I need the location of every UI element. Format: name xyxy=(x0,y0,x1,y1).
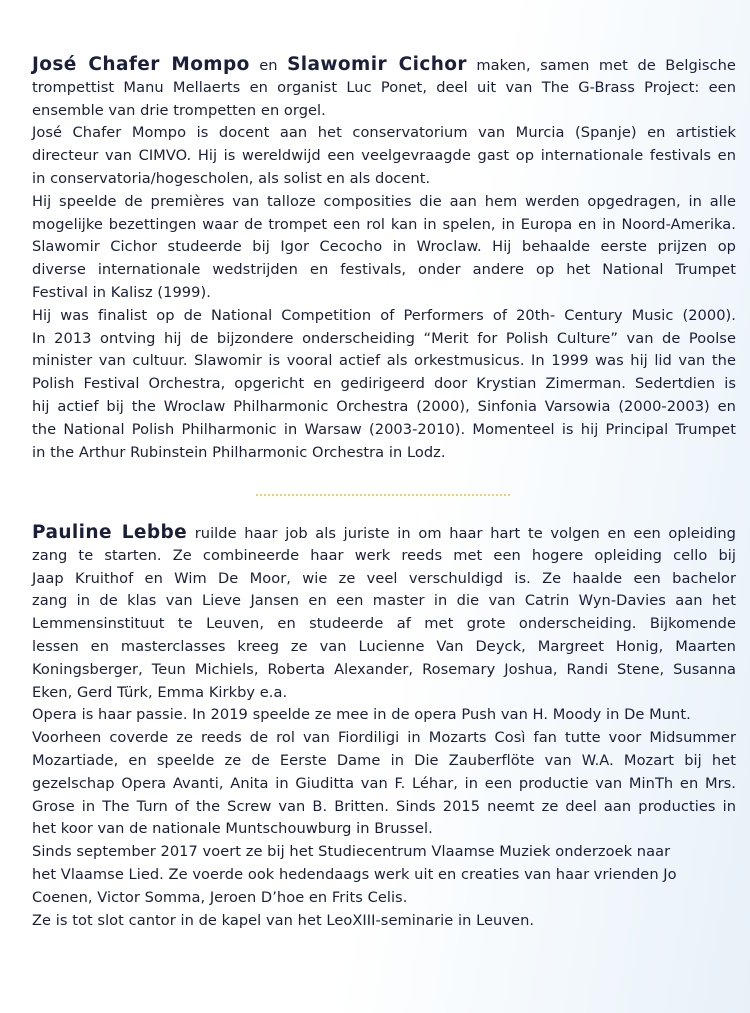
bio-line: Sinds september 2017 voert ze bij het Studiecentrum Vlaamse Muziek onderzoek naar xyxy=(32,843,671,861)
bio-line: het Vlaamse Lied. Ze voerde ook hedendaags werk uit en creaties van haar vrienden Jo xyxy=(32,865,677,883)
bio-line: Opera is haar passie. In 2019 speelde ze mee in de opera Push van H. Moody in De Munt. xyxy=(32,706,691,724)
bio-line: lessen en masterclasses kreeg ze van Lucienne Van Deyck, Margreet Honig, Maarten xyxy=(32,637,736,655)
section-divider xyxy=(256,494,510,496)
bio-line: zang te starten. Ze combineerde haar werk reeds met een hogere opleiding cello bij xyxy=(32,546,736,564)
bio-pauline-lebbe xyxy=(32,522,736,932)
bio-line: mogelijke bezettingen waar de trompet een rol kan in spelen, in Europa en in Noord-Amerika. xyxy=(32,215,736,233)
bio-line: gezelschap Opera Avanti, Anita in Giuditta van F. Léhar, in een productie van MinTh en Mrs. xyxy=(32,774,736,792)
bio-name: Slawomir Cichor xyxy=(287,54,467,75)
bio-line: Mozartiade, en speelde ze de Eerste Dame in Die Zauberflöte van W.A. Mozart bij het xyxy=(32,751,736,769)
bio-line: Coenen, Victor Somma, Jeroen D’hoe en Frits Celis. xyxy=(32,888,408,906)
bio-line: in the Arthur Rubinstein Philharmonic Orchestra in Lodz. xyxy=(32,443,446,461)
bio-line: Hij was finalist op de National Competition of Performers of 20th- Century Music (2000). xyxy=(32,306,736,324)
bio-line: Lemmensinstituut te Leuven, en studeerde af met grote onderscheiding. Bijkomende xyxy=(32,615,736,633)
bio-line: trompettist Manu Mellaerts en organist Luc Ponet, deel uit van The G-Brass Project: een xyxy=(32,78,736,96)
bio-line: Slawomir Cichor studeerde bij Igor Cecocho in Wroclaw. Hij behaalde eerste prijzen op xyxy=(32,238,736,256)
bio-line: diverse internationale wedstrijden en festivals, onder andere op het National Trumpet xyxy=(32,261,736,279)
bio-line: Polish Festival Orchestra, opgericht en gedirigeerd door Krystian Zimerman. Sedertdien is xyxy=(32,375,736,393)
bio-line: Jaap Kruithof en Wim De Moor, wie ze veel verschuldigd is. Ze haalde een bachelor xyxy=(32,569,736,587)
bio-line: Ze is tot slot cantor in de kapel van het LeoXIII-seminarie in Leuven. xyxy=(32,911,535,929)
bio-line: directeur van CIMVO. Hij is wereldwijd een veelgevraagde gast op internationale festivals en xyxy=(32,147,736,165)
bio-line: Pauline Lebbe ruilde haar job als juriste in om haar hart te volgen en een opleiding xyxy=(32,522,736,543)
bio-line: Koningsberger, Teun Michiels, Roberta Alexander, Rosemary Joshua, Randi Stene, Susanna xyxy=(32,660,736,678)
bio-line: José Chafer Mompo en Slawomir Cichor maken, samen met de Belgische xyxy=(32,54,736,75)
bio-line: In 2013 ontving hij de bijzondere onderscheiding “Merit for Polish Culture” van de Poolse xyxy=(32,329,736,347)
bio-line: the National Polish Philharmonic in Warsaw (2003-2010). Momenteel is hij Principal Trumpet xyxy=(32,420,736,438)
bio-line: José Chafer Mompo is docent aan het conservatorium van Murcia (Spanje) en artistiek xyxy=(32,124,736,142)
bio-line: het koor van de nationale Muntschouwburg in Brussel. xyxy=(32,820,433,838)
bio-line: Festival in Kalisz (1999). xyxy=(32,283,211,301)
bio-line: Grose in The Turn of the Screw van B. Britten. Sinds 2015 neemt ze deel aan producties in xyxy=(32,797,736,815)
bio-line: Eken, Gerd Türk, Emma Kirkby e.a. xyxy=(32,683,288,701)
bio-name: José Chafer Mompo xyxy=(32,54,250,75)
bio-line: minister van cultuur. Slawomir is vooral actief als orkestmusicus. In 1999 was hij lid van the xyxy=(32,352,736,370)
bio-line: zang in de klas van Lieve Jansen en een master in die van Catrin Wyn-Davies aan het xyxy=(32,592,736,610)
bio-name: Pauline Lebbe xyxy=(32,522,188,543)
bio-line: in conservatoria/hogescholen, als solist en als docent. xyxy=(32,169,431,187)
bio-chafer-cichor xyxy=(32,54,736,464)
bio-line: Voorheen coverde ze reeds de rol van Fiordiligi in Mozarts Così fan tutte voor Midsummer xyxy=(32,729,736,747)
bio-line: Hij speelde de premières van talloze composities die aan hem werden opgedragen, in alle xyxy=(32,192,736,210)
bio-line: hij actief bij the Wroclaw Philharmonic Orchestra (2000), Sinfonia Varsowia (2000-2003) en xyxy=(32,397,736,415)
bio-line: ensemble van drie trompetten en orgel. xyxy=(32,101,326,119)
